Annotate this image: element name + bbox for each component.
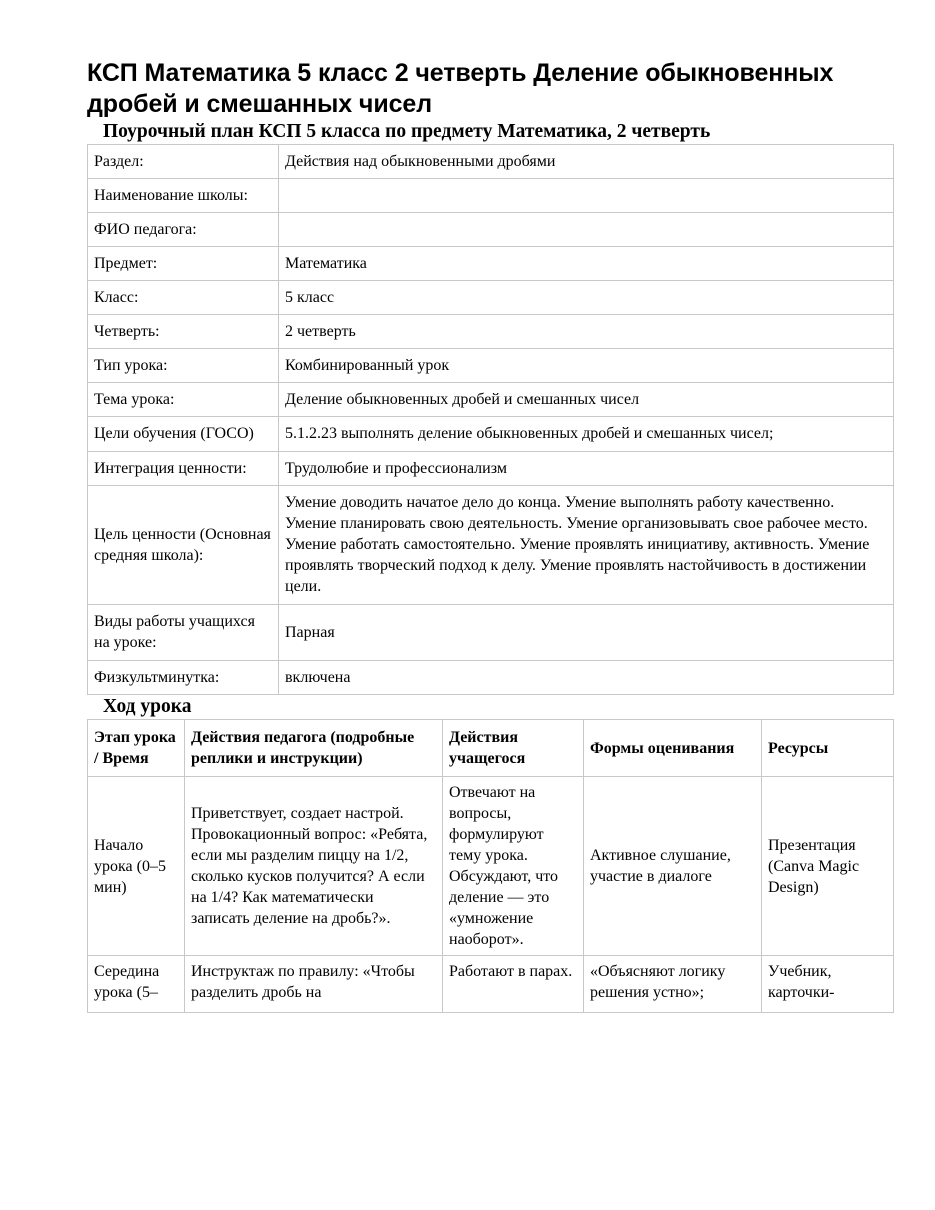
info-row xyxy=(88,417,894,452)
header-resources: Ресурсы xyxy=(762,720,894,777)
info-row xyxy=(88,661,894,695)
header-teacher-actions: Действия педагога (подробные реплики и инструкции) xyxy=(185,720,443,777)
table-row xyxy=(88,777,894,956)
info-row xyxy=(88,349,894,383)
info-value: включена xyxy=(279,661,894,695)
info-row xyxy=(88,281,894,315)
cell-stage: Начало урока (0–5 мин) xyxy=(88,777,185,956)
info-label: Интеграция ценности: xyxy=(88,452,279,486)
info-label: Тип урока: xyxy=(88,349,279,383)
info-label: Виды работы учащихся на уроке: xyxy=(88,605,279,661)
cell-stage: Середина урока (5– xyxy=(88,956,185,1013)
info-value: Действия над обыкновенными дробями xyxy=(279,145,894,179)
info-row xyxy=(88,383,894,417)
header-stage: Этап урока / Время xyxy=(88,720,185,777)
cell-student-actions: Работают в парах. xyxy=(443,956,584,1013)
info-value: Трудолюбие и профессионализм xyxy=(279,452,894,486)
plan-heading: Поурочный план КСП 5 класса по предмету Математика, 2 четверть xyxy=(103,121,711,142)
info-value: 5.1.2.23 выполнять деление обыкновенных дробей и смешанных чисел; xyxy=(279,417,894,452)
info-value: Умение доводить начатое дело до конца. Умение выполнять работу качественно. Умение планировать свою деятельность. Умение организовывать свое рабочее место. Умение работать самостоятельно. Умение проявлять инициативу, активность. Умение проявлять творческий подход к делу. Умение проявлять настойчивость в достижении цели. xyxy=(279,486,894,605)
info-label: Класс: xyxy=(88,281,279,315)
cell-teacher-actions: Приветствует, создает настрой. Провокационный вопрос: «Ребята, если мы разделим пиццу на 1/2, сколько кусков получится? А если на 1/4? Как математически записать деление на дробь?». xyxy=(185,777,443,956)
info-label: Тема урока: xyxy=(88,383,279,417)
info-row xyxy=(88,486,894,605)
cell-resources: Презентация (Canva Magic Design) xyxy=(762,777,894,956)
info-label: ФИО педагога: xyxy=(88,213,279,247)
info-value: Математика xyxy=(279,247,894,281)
info-value xyxy=(279,179,894,213)
header-student-actions: Действия учащегося xyxy=(443,720,584,777)
info-label: Цели обучения (ГОСО) xyxy=(88,417,279,452)
info-value: Парная xyxy=(279,605,894,661)
cell-teacher-actions: Инструктаж по правилу: «Чтобы разделить дробь на xyxy=(185,956,443,1013)
info-value: 5 класс xyxy=(279,281,894,315)
table-row xyxy=(88,956,894,1013)
cell-assessment: Активное слушание, участие в диалоге xyxy=(584,777,762,956)
info-label: Раздел: xyxy=(88,145,279,179)
cell-student-actions: Отвечают на вопросы, формулируют тему урока. Обсуждают, что деление — это «умножение наоборот». xyxy=(443,777,584,956)
lesson-info-table xyxy=(87,144,894,695)
info-label: Цель ценности (Основная средняя школа): xyxy=(88,486,279,605)
info-label: Предмет: xyxy=(88,247,279,281)
info-row xyxy=(88,247,894,281)
info-label: Физкультминутка: xyxy=(88,661,279,695)
info-row xyxy=(88,145,894,179)
table-header-row xyxy=(88,720,894,777)
info-row xyxy=(88,315,894,349)
info-value xyxy=(279,213,894,247)
info-row xyxy=(88,213,894,247)
info-value: 2 четверть xyxy=(279,315,894,349)
header-assessment: Формы оценивания xyxy=(584,720,762,777)
lesson-heading: Ход урока xyxy=(103,696,192,717)
document-title: КСП Математика 5 класс 2 четверть Деление обыкновенных дробей и смешанных чисел xyxy=(87,59,834,118)
lesson-flow-table xyxy=(87,719,894,1013)
info-value: Комбинированный урок xyxy=(279,349,894,383)
cell-assessment: «Объясняют логику решения устно»; xyxy=(584,956,762,1013)
info-row xyxy=(88,179,894,213)
info-label: Наименование школы: xyxy=(88,179,279,213)
cell-resources: Учебник, карточки- xyxy=(762,956,894,1013)
document-page xyxy=(87,58,893,1013)
info-value: Деление обыкновенных дробей и смешанных чисел xyxy=(279,383,894,417)
info-row xyxy=(88,452,894,486)
info-row xyxy=(88,605,894,661)
info-label: Четверть: xyxy=(88,315,279,349)
